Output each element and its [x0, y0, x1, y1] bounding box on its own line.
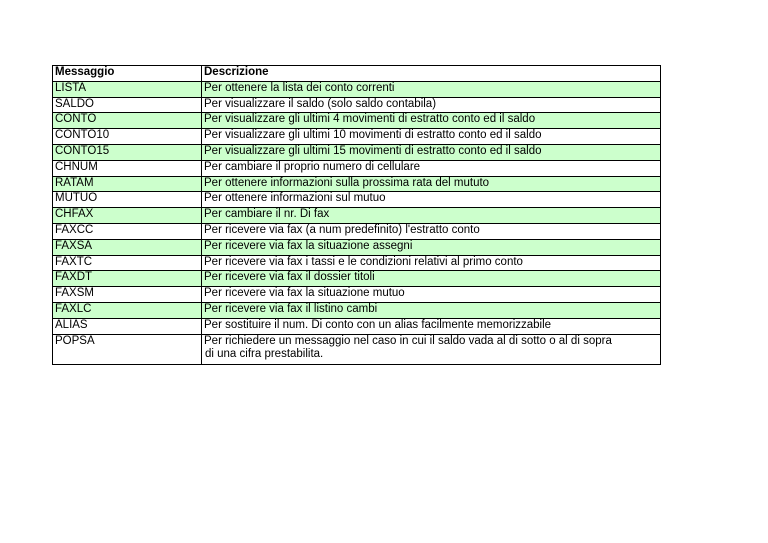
header-messaggio: Messaggio: [53, 66, 202, 82]
message-description-cell: Per visualizzare il saldo (solo saldo contabila): [202, 97, 661, 113]
message-code-cell: CONTO15: [53, 144, 202, 160]
message-description-cell: Per cambiare il proprio numero di cellulare: [202, 160, 661, 176]
message-description-cell: Per ricevere via fax la situazione mutuo: [202, 287, 661, 303]
table-row: [53, 97, 661, 113]
message-description-cell: Per ricevere via fax il dossier titoli: [202, 271, 661, 287]
message-description-cell: Per ottenere informazioni sulla prossima rata del mututo: [202, 176, 661, 192]
message-code-cell: FAXTC: [53, 255, 202, 271]
message-code-cell: MUTUO: [53, 192, 202, 208]
table-row: [53, 334, 661, 364]
messages-table-body: [53, 66, 661, 365]
message-code-cell: FAXCC: [53, 223, 202, 239]
message-code-cell: POPSA: [53, 334, 202, 364]
message-code-cell: FAXSA: [53, 239, 202, 255]
message-description-cell: Per ottenere informazioni sul mutuo: [202, 192, 661, 208]
message-description-cell: Per ricevere via fax la situazione assegni: [202, 239, 661, 255]
message-description-cell: Per sostituire il num. Di conto con un alias facilmente memorizzabile: [202, 318, 661, 334]
message-code-cell: FAXSM: [53, 287, 202, 303]
table-row: [53, 239, 661, 255]
message-description-cell: Per ricevere via fax (a num predefinito) l'estratto conto: [202, 223, 661, 239]
message-description-cell: Per cambiare il nr. Di fax: [202, 208, 661, 224]
message-code-cell: ALIAS: [53, 318, 202, 334]
table-row: [53, 223, 661, 239]
table-row: [53, 160, 661, 176]
message-code-cell: RATAM: [53, 176, 202, 192]
messages-table: [52, 65, 661, 365]
message-description-cell: Per ottenere la lista dei conto correnti: [202, 81, 661, 97]
message-description-cell: Per ricevere via fax i tassi e le condizioni relativi al primo conto: [202, 255, 661, 271]
description-line: Per richiedere un messaggio nel caso in cui il saldo vada al di sotto o al di sopra: [204, 334, 612, 347]
table-row: [53, 113, 661, 129]
message-description-cell: Per visualizzare gli ultimi 10 movimenti di estratto conto ed il saldo: [202, 129, 661, 145]
message-code-cell: FAXLC: [53, 302, 202, 318]
table-row: [53, 318, 661, 334]
message-code-cell: FAXDT: [53, 271, 202, 287]
message-code-cell: LISTA: [53, 81, 202, 97]
table-row: [53, 129, 661, 145]
table-row: [53, 192, 661, 208]
table-header-row: [53, 66, 661, 82]
message-description-cell: Per visualizzare gli ultimi 4 movimenti di estratto conto ed il saldo: [202, 113, 661, 129]
message-description-cell: Per ricevere via fax il listino cambi: [202, 302, 661, 318]
message-code-cell: SALDO: [53, 97, 202, 113]
table-row: [53, 208, 661, 224]
message-description-cell: [202, 334, 661, 364]
table-row: [53, 81, 661, 97]
message-code-cell: CHNUM: [53, 160, 202, 176]
table-row: [53, 287, 661, 303]
header-descrizione: Descrizione: [202, 66, 661, 82]
description-line: di una cifra prestabilita.: [205, 347, 324, 360]
table-row: [53, 176, 661, 192]
table-row: [53, 271, 661, 287]
message-code-cell: CONTO: [53, 113, 202, 129]
table-row: [53, 302, 661, 318]
message-code-cell: CONTO10: [53, 129, 202, 145]
message-code-cell: CHFAX: [53, 208, 202, 224]
table-row: [53, 144, 661, 160]
message-description-cell: Per visualizzare gli ultimi 15 movimenti di estratto conto ed il saldo: [202, 144, 661, 160]
table-row: [53, 255, 661, 271]
